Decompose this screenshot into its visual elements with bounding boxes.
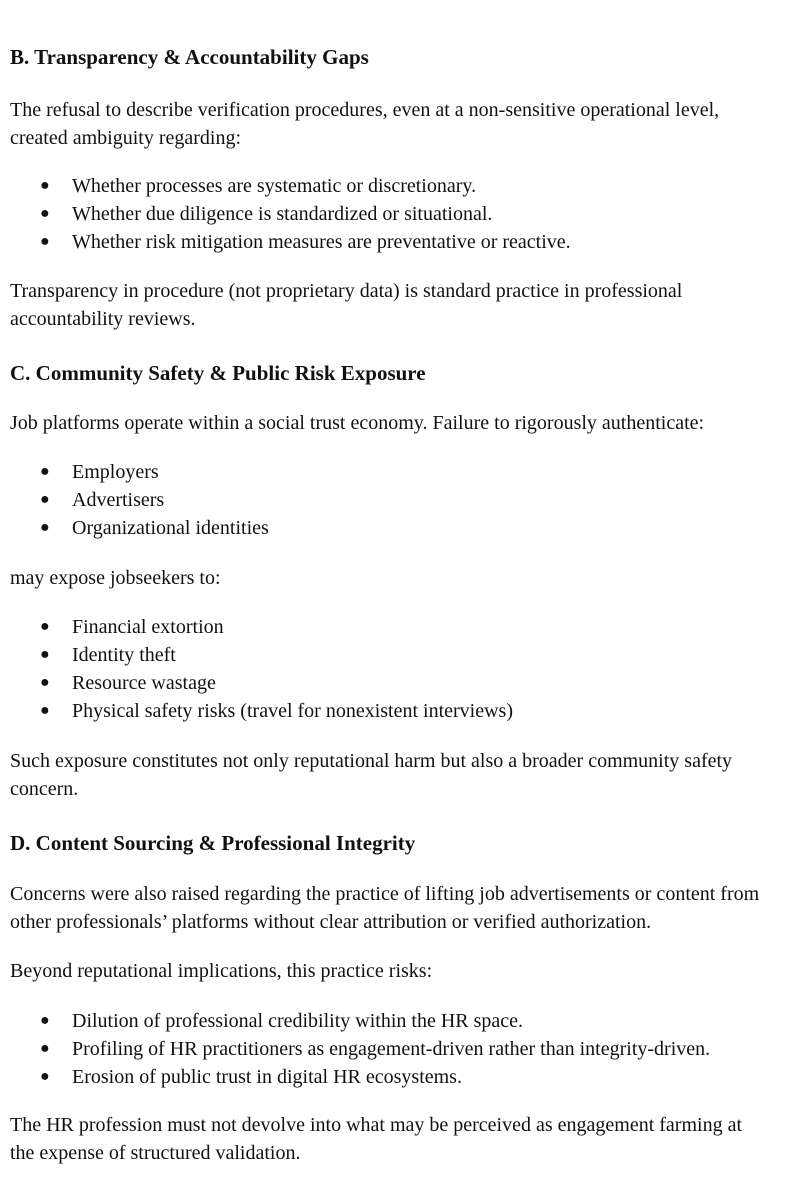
bullet-icon: ● xyxy=(40,702,50,719)
section-b-heading: B. Transparency & Accountability Gaps xyxy=(10,45,369,69)
list-item-text: Erosion of public trust in digital HR ecosystems. xyxy=(72,1066,462,1088)
bullet-icon: ● xyxy=(40,1012,50,1029)
list-item-text: Profiling of HR practitioners as engagement-driven rather than integrity-driven. xyxy=(72,1038,711,1060)
list-item-text: Physical safety risks (travel for nonexistent interviews) xyxy=(72,700,513,722)
section-c-heading: C. Community Safety & Public Risk Exposure xyxy=(10,361,426,385)
paragraph-line: The HR profession must not devolve into what may be perceived as engagement farming at xyxy=(10,1114,743,1136)
section-d-heading: D. Content Sourcing & Professional Integrity xyxy=(10,831,416,855)
paragraph-line: Such exposure constitutes not only reputational harm but also a broader community safety xyxy=(10,750,733,772)
paragraph-line: the expense of structured validation. xyxy=(10,1142,301,1164)
bullet-icon: ● xyxy=(40,1068,50,1085)
section-b-paragraph-2 xyxy=(10,277,800,333)
bullet-icon: ● xyxy=(40,491,50,508)
section-c-paragraph-2: may expose jobseekers to: xyxy=(10,567,221,589)
list-item-text: Whether processes are systematic or discretionary. xyxy=(72,175,477,197)
list-item-text: Identity theft xyxy=(72,644,176,666)
bullet-icon: ● xyxy=(40,463,50,480)
section-d-paragraph-2: Beyond reputational implications, this practice risks: xyxy=(10,960,433,982)
list-item-text: Resource wastage xyxy=(72,672,216,694)
paragraph-line: Transparency in procedure (not proprietary data) is standard practice in professional xyxy=(10,280,683,302)
paragraph-line: created ambiguity regarding: xyxy=(10,127,242,149)
paragraph-line: Concerns were also raised regarding the practice of lifting job advertisements or content from xyxy=(10,883,760,905)
bullet-icon: ● xyxy=(40,674,50,691)
bullet-icon: ● xyxy=(40,519,50,536)
section-c-paragraph-3 xyxy=(10,747,800,803)
paragraph-line: concern. xyxy=(10,778,79,800)
bullet-icon: ● xyxy=(40,1040,50,1057)
list-item-text: Organizational identities xyxy=(72,517,269,539)
list-item-text: Whether due diligence is standardized or situational. xyxy=(72,203,493,225)
bullet-icon: ● xyxy=(40,233,50,250)
section-b-paragraph-1 xyxy=(10,96,800,152)
bullet-icon: ● xyxy=(40,646,50,663)
paragraph-line: other professionals’ platforms without clear attribution or verified authorization. xyxy=(10,911,652,933)
section-d-paragraph-3 xyxy=(10,1111,800,1167)
bullet-icon: ● xyxy=(40,618,50,635)
list-item-text: Employers xyxy=(72,461,159,483)
paragraph-line: accountability reviews. xyxy=(10,308,196,330)
section-d-paragraph-1 xyxy=(10,880,800,936)
paragraph-line: The refusal to describe verification procedures, even at a non-sensitive operational level, xyxy=(10,99,720,121)
list-item-text: Financial extortion xyxy=(72,616,224,638)
list-item-text: Advertisers xyxy=(72,489,165,511)
list-item-text: Whether risk mitigation measures are preventative or reactive. xyxy=(72,231,571,253)
bullet-icon: ● xyxy=(40,177,50,194)
list-item-text: Dilution of professional credibility within the HR space. xyxy=(72,1010,524,1032)
section-c-paragraph-1: Job platforms operate within a social trust economy. Failure to rigorously authenticate: xyxy=(10,412,705,434)
bullet-icon: ● xyxy=(40,205,50,222)
